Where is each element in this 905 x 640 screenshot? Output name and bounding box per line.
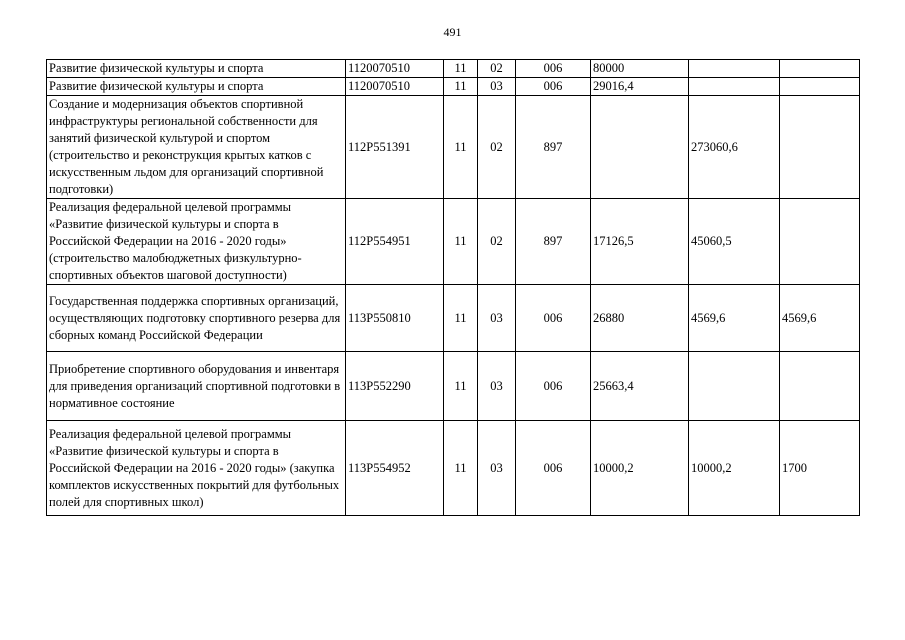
row-section: 11 xyxy=(444,96,478,199)
row-amount-2: 45060,5 xyxy=(689,199,780,285)
row-section: 11 xyxy=(444,285,478,352)
row-name: Государственная поддержка спортивных организаций, осуществляющих подготовку спортивного резерва для сборных команд Российской Федерации xyxy=(47,285,346,352)
row-type: 006 xyxy=(516,421,591,516)
budget-table xyxy=(46,59,860,516)
row-subsection: 03 xyxy=(478,421,516,516)
row-amount-1: 17126,5 xyxy=(591,199,689,285)
row-subsection: 03 xyxy=(478,352,516,421)
row-name: Приобретение спортивного оборудования и инвентаря для приведения организаций спортивной подготовки в нормативное состояние xyxy=(47,352,346,421)
row-amount-2: 10000,2 xyxy=(689,421,780,516)
row-section: 11 xyxy=(444,60,478,78)
row-name: Реализация федеральной целевой программы «Развитие физической культуры и спорта в Российской Федерации на 2016 - 2020 годы» (строительство малобюджетных физкультурно-спортивных объектов шаговой доступности) xyxy=(47,199,346,285)
row-name: Реализация федеральной целевой программы «Развитие физической культуры и спорта в Российской Федерации на 2016 - 2020 годы» (закупка комплектов искусственных покрытий для футбольных полей для спортивных школ) xyxy=(47,421,346,516)
row-type: 897 xyxy=(516,199,591,285)
row-name: Создание и модернизация объектов спортивной инфраструктуры региональной собственности для занятий физической культурой и спортом (строительство и реконструкция крытых катков с искусственным льдом для организаций спортивной подготовки) xyxy=(47,96,346,199)
row-amount-3 xyxy=(780,199,860,285)
row-code: 1120070510 xyxy=(346,60,444,78)
row-amount-3 xyxy=(780,60,860,78)
row-type: 006 xyxy=(516,285,591,352)
row-name: Развитие физической культуры и спорта xyxy=(47,78,346,96)
table-row xyxy=(47,78,860,96)
row-subsection: 02 xyxy=(478,96,516,199)
row-subsection: 03 xyxy=(478,78,516,96)
row-code: 113P550810 xyxy=(346,285,444,352)
table-row xyxy=(47,421,860,516)
row-amount-3: 4569,6 xyxy=(780,285,860,352)
page-number: 491 xyxy=(443,25,462,39)
row-code: 113P554952 xyxy=(346,421,444,516)
row-amount-3: 1700 xyxy=(780,421,860,516)
row-subsection: 03 xyxy=(478,285,516,352)
row-section: 11 xyxy=(444,352,478,421)
row-code: 112P554951 xyxy=(346,199,444,285)
table-row xyxy=(47,96,860,199)
row-subsection: 02 xyxy=(478,60,516,78)
row-type: 897 xyxy=(516,96,591,199)
row-subsection: 02 xyxy=(478,199,516,285)
row-amount-1: 26880 xyxy=(591,285,689,352)
row-type: 006 xyxy=(516,60,591,78)
table-row xyxy=(47,199,860,285)
row-amount-1: 25663,4 xyxy=(591,352,689,421)
row-amount-2 xyxy=(689,78,780,96)
table-row xyxy=(47,285,860,352)
row-section: 11 xyxy=(444,199,478,285)
row-amount-2 xyxy=(689,352,780,421)
row-code: 1120070510 xyxy=(346,78,444,96)
row-amount-2: 273060,6 xyxy=(689,96,780,199)
row-amount-2: 4569,6 xyxy=(689,285,780,352)
row-amount-1: 80000 xyxy=(591,60,689,78)
row-amount-1 xyxy=(591,96,689,199)
row-section: 11 xyxy=(444,421,478,516)
table-row xyxy=(47,352,860,421)
row-amount-3 xyxy=(780,96,860,199)
row-type: 006 xyxy=(516,352,591,421)
row-amount-1: 10000,2 xyxy=(591,421,689,516)
table-row xyxy=(47,60,860,78)
row-type: 006 xyxy=(516,78,591,96)
row-amount-1: 29016,4 xyxy=(591,78,689,96)
row-amount-3 xyxy=(780,78,860,96)
row-code: 113P552290 xyxy=(346,352,444,421)
row-code: 112P551391 xyxy=(346,96,444,199)
row-name: Развитие физической культуры и спорта xyxy=(47,60,346,78)
row-amount-3 xyxy=(780,352,860,421)
row-amount-2 xyxy=(689,60,780,78)
row-section: 11 xyxy=(444,78,478,96)
